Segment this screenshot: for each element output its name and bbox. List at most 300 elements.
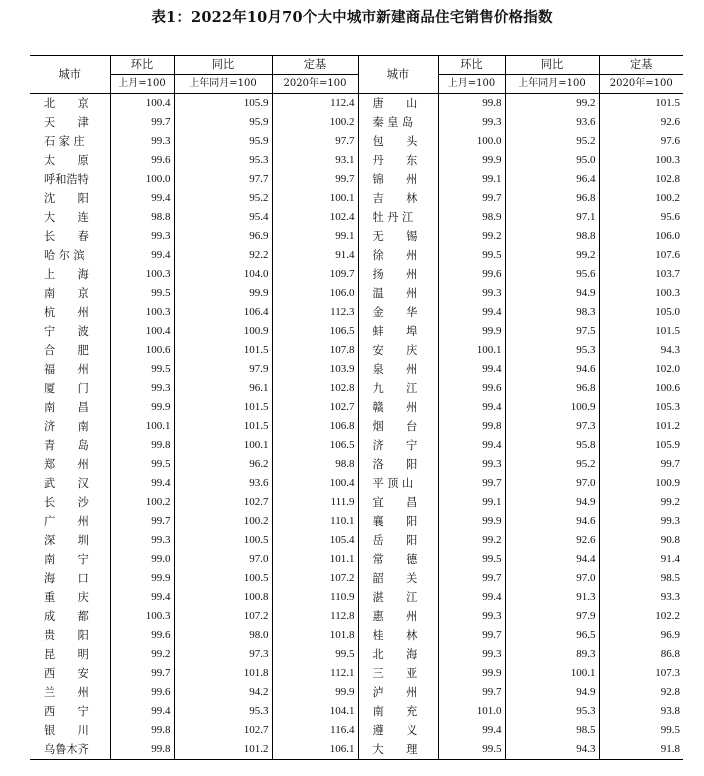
cell-fixed-right: 94.3 xyxy=(599,341,683,360)
cell-mom-left: 99.3 xyxy=(110,379,174,398)
cell-mom-left: 98.8 xyxy=(110,208,174,227)
cell-city-left: 杭 州 xyxy=(44,306,89,319)
header-mom-base: 上月=100 xyxy=(110,75,174,94)
cell-mom-right: 99.5 xyxy=(438,550,505,569)
cell-yoy-right: 95.6 xyxy=(505,265,599,284)
cell-city-left: 厦 门 xyxy=(44,382,89,395)
cell-mom-right: 99.5 xyxy=(438,246,505,265)
cell-fixed-left: 102.8 xyxy=(272,379,358,398)
cell-fixed-right: 93.3 xyxy=(599,588,683,607)
header-yoy: 同比 xyxy=(174,56,272,75)
cell-fixed-right: 100.3 xyxy=(599,284,683,303)
cell-mom-right: 99.7 xyxy=(438,189,505,208)
cell-city-left: 沈 阳 xyxy=(44,192,89,205)
cell-mom-right: 99.8 xyxy=(438,417,505,436)
cell-fixed-right: 100.9 xyxy=(599,474,683,493)
cell-city-right: 大 理 xyxy=(358,740,438,760)
cell-fixed-right: 101.5 xyxy=(599,94,683,114)
cell-mom-right: 99.7 xyxy=(438,683,505,702)
cell-city-left: 太 原 xyxy=(44,154,89,167)
cell-yoy-left: 102.7 xyxy=(174,493,272,512)
cell-fixed-left: 98.8 xyxy=(272,455,358,474)
cell-mom-right: 99.5 xyxy=(438,740,505,760)
cell-yoy-left: 100.5 xyxy=(174,569,272,588)
cell-mom-left: 100.3 xyxy=(110,303,174,322)
cell-fixed-right: 105.0 xyxy=(599,303,683,322)
cell-fixed-right: 101.2 xyxy=(599,417,683,436)
table-row xyxy=(30,284,683,303)
cell-city-right: 湛 江 xyxy=(358,588,438,607)
cell-city-left: 哈 尔 滨 xyxy=(44,249,85,262)
table-title: 表1：2022年10月70个大中城市新建商品住宅销售价格指数 xyxy=(151,9,553,26)
cell-fixed-right: 90.8 xyxy=(599,531,683,550)
cell-fixed-right: 91.8 xyxy=(599,740,683,760)
cell-yoy-right: 94.3 xyxy=(505,740,599,760)
cell-city-right: 平 顶 山 xyxy=(358,474,438,493)
cell-mom-left: 99.7 xyxy=(110,512,174,531)
cell-city-right: 烟 台 xyxy=(358,417,438,436)
cell-city-left: 西 宁 xyxy=(44,705,89,718)
cell-yoy-right: 94.6 xyxy=(505,512,599,531)
cell-mom-left: 99.5 xyxy=(110,455,174,474)
table-row xyxy=(30,94,683,114)
table-row xyxy=(30,474,683,493)
cell-fixed-left: 97.7 xyxy=(272,132,358,151)
cell-fixed-left: 112.1 xyxy=(272,664,358,683)
header-city: 城市 xyxy=(30,56,110,94)
cell-city-left: 济 南 xyxy=(44,420,89,433)
cell-mom-left: 99.3 xyxy=(110,227,174,246)
header-fixed-base-right: 2020年=100 xyxy=(599,75,683,94)
cell-city-left: 呼和浩特 xyxy=(44,173,89,186)
cell-city-right: 襄 阳 xyxy=(358,512,438,531)
cell-city-left: 广 州 xyxy=(44,515,89,528)
cell-city-left: 上 海 xyxy=(44,268,89,281)
cell-mom-left: 99.0 xyxy=(110,550,174,569)
table-row xyxy=(30,436,683,455)
table-row xyxy=(30,170,683,189)
cell-city-left: 重 庆 xyxy=(44,591,89,604)
cell-yoy-left: 104.0 xyxy=(174,265,272,284)
cell-yoy-left: 97.3 xyxy=(174,645,272,664)
cell-city-left: 大 连 xyxy=(44,211,89,224)
cell-fixed-left: 100.1 xyxy=(272,189,358,208)
cell-fixed-right: 103.7 xyxy=(599,265,683,284)
cell-city-right: 温 州 xyxy=(358,284,438,303)
cell-yoy-right: 97.1 xyxy=(505,208,599,227)
cell-city-right: 包 头 xyxy=(358,132,438,151)
cell-mom-left: 99.2 xyxy=(110,645,174,664)
cell-mom-right: 99.2 xyxy=(438,227,505,246)
cell-mom-left: 99.8 xyxy=(110,436,174,455)
cell-mom-left: 100.1 xyxy=(110,417,174,436)
cell-yoy-right: 94.4 xyxy=(505,550,599,569)
cell-yoy-left: 97.0 xyxy=(174,550,272,569)
cell-yoy-left: 95.3 xyxy=(174,702,272,721)
table-row xyxy=(30,113,683,132)
table-row xyxy=(30,664,683,683)
header-fixed-base: 2020年=100 xyxy=(272,75,358,94)
cell-fixed-left: 112.8 xyxy=(272,607,358,626)
header-city-right: 城市 xyxy=(358,56,438,94)
cell-yoy-right: 93.6 xyxy=(505,113,599,132)
cell-yoy-left: 95.2 xyxy=(174,189,272,208)
cell-yoy-right: 94.9 xyxy=(505,683,599,702)
table-row xyxy=(30,531,683,550)
cell-mom-right: 99.9 xyxy=(438,322,505,341)
cell-mom-right: 99.6 xyxy=(438,265,505,284)
cell-mom-left: 99.7 xyxy=(110,664,174,683)
cell-yoy-right: 97.5 xyxy=(505,322,599,341)
cell-yoy-right: 97.0 xyxy=(505,569,599,588)
cell-city-right: 泉 州 xyxy=(358,360,438,379)
cell-yoy-right: 95.0 xyxy=(505,151,599,170)
table-row xyxy=(30,398,683,417)
cell-yoy-left: 96.2 xyxy=(174,455,272,474)
cell-yoy-left: 101.5 xyxy=(174,398,272,417)
cell-yoy-left: 96.1 xyxy=(174,379,272,398)
cell-fixed-left: 112.4 xyxy=(272,94,358,114)
table-row xyxy=(30,455,683,474)
cell-yoy-left: 95.4 xyxy=(174,208,272,227)
cell-city-right: 吉 林 xyxy=(358,189,438,208)
price-index-table xyxy=(30,55,683,760)
cell-fixed-right: 105.9 xyxy=(599,436,683,455)
cell-fixed-left: 100.2 xyxy=(272,113,358,132)
cell-mom-left: 99.4 xyxy=(110,702,174,721)
cell-yoy-right: 95.2 xyxy=(505,132,599,151)
cell-fixed-right: 91.4 xyxy=(599,550,683,569)
cell-mom-left: 99.8 xyxy=(110,740,174,760)
cell-yoy-left: 101.5 xyxy=(174,341,272,360)
cell-mom-right: 99.7 xyxy=(438,569,505,588)
cell-fixed-left: 107.8 xyxy=(272,341,358,360)
cell-mom-right: 100.0 xyxy=(438,132,505,151)
cell-fixed-right: 86.8 xyxy=(599,645,683,664)
cell-mom-left: 99.5 xyxy=(110,360,174,379)
cell-city-left: 海 口 xyxy=(44,572,89,585)
header-yoy-right: 同比 xyxy=(505,56,599,75)
cell-mom-left: 99.3 xyxy=(110,531,174,550)
cell-yoy-right: 97.9 xyxy=(505,607,599,626)
cell-fixed-right: 99.5 xyxy=(599,721,683,740)
cell-fixed-right: 106.0 xyxy=(599,227,683,246)
cell-yoy-right: 92.6 xyxy=(505,531,599,550)
cell-yoy-right: 94.9 xyxy=(505,493,599,512)
cell-city-right: 遵 义 xyxy=(358,721,438,740)
cell-fixed-left: 106.5 xyxy=(272,436,358,455)
cell-yoy-left: 99.9 xyxy=(174,284,272,303)
table-row xyxy=(30,721,683,740)
cell-yoy-left: 100.9 xyxy=(174,322,272,341)
cell-fixed-left: 99.7 xyxy=(272,170,358,189)
cell-mom-right: 98.9 xyxy=(438,208,505,227)
cell-fixed-right: 101.5 xyxy=(599,322,683,341)
cell-city-left: 宁 波 xyxy=(44,325,89,338)
cell-yoy-left: 100.1 xyxy=(174,436,272,455)
cell-yoy-right: 95.2 xyxy=(505,455,599,474)
cell-fixed-left: 100.4 xyxy=(272,474,358,493)
cell-city-left: 西 安 xyxy=(44,667,89,680)
cell-fixed-left: 109.7 xyxy=(272,265,358,284)
cell-city-right: 南 充 xyxy=(358,702,438,721)
cell-city-left: 福 州 xyxy=(44,363,89,376)
cell-yoy-right: 94.6 xyxy=(505,360,599,379)
table-row xyxy=(30,417,683,436)
cell-city-right: 牡 丹 江 xyxy=(358,208,438,227)
cell-city-left: 南 宁 xyxy=(44,553,89,566)
cell-fixed-right: 95.6 xyxy=(599,208,683,227)
cell-yoy-right: 96.5 xyxy=(505,626,599,645)
cell-yoy-left: 93.6 xyxy=(174,474,272,493)
cell-mom-right: 99.8 xyxy=(438,94,505,114)
cell-yoy-left: 100.2 xyxy=(174,512,272,531)
cell-yoy-right: 100.9 xyxy=(505,398,599,417)
cell-mom-left: 99.4 xyxy=(110,246,174,265)
table-row xyxy=(30,189,683,208)
cell-mom-right: 99.3 xyxy=(438,645,505,664)
cell-mom-left: 99.9 xyxy=(110,569,174,588)
cell-mom-right: 99.4 xyxy=(438,360,505,379)
table-row xyxy=(30,246,683,265)
cell-mom-right: 99.7 xyxy=(438,474,505,493)
cell-mom-right: 99.1 xyxy=(438,170,505,189)
cell-yoy-right: 100.1 xyxy=(505,664,599,683)
cell-mom-right: 99.7 xyxy=(438,626,505,645)
cell-mom-left: 99.6 xyxy=(110,626,174,645)
cell-fixed-left: 112.3 xyxy=(272,303,358,322)
cell-city-left: 郑 州 xyxy=(44,458,89,471)
cell-city-right: 泸 州 xyxy=(358,683,438,702)
header-mom-right: 环比 xyxy=(438,56,505,75)
cell-mom-left: 100.3 xyxy=(110,265,174,284)
header-yoy-base-right: 上年同月=100 xyxy=(505,75,599,94)
cell-fixed-right: 100.3 xyxy=(599,151,683,170)
cell-city-left: 贵 阳 xyxy=(44,629,89,642)
cell-mom-right: 99.3 xyxy=(438,607,505,626)
cell-fixed-right: 107.6 xyxy=(599,246,683,265)
table-row xyxy=(30,645,683,664)
cell-city-right: 无 锡 xyxy=(358,227,438,246)
cell-city-left: 乌鲁木齐 xyxy=(30,740,110,760)
cell-mom-right: 100.1 xyxy=(438,341,505,360)
cell-yoy-right: 91.3 xyxy=(505,588,599,607)
table-row xyxy=(30,303,683,322)
cell-city-left: 长 沙 xyxy=(44,496,89,509)
cell-mom-right: 99.4 xyxy=(438,588,505,607)
header-mom: 环比 xyxy=(110,56,174,75)
cell-city-left: 武 汉 xyxy=(44,477,89,490)
cell-city-right: 蚌 埠 xyxy=(358,322,438,341)
cell-mom-right: 99.3 xyxy=(438,113,505,132)
cell-yoy-left: 101.2 xyxy=(174,740,272,760)
cell-city-left: 南 昌 xyxy=(44,401,89,414)
cell-city-right: 常 德 xyxy=(358,550,438,569)
cell-yoy-right: 97.0 xyxy=(505,474,599,493)
cell-yoy-left: 105.9 xyxy=(174,94,272,114)
cell-city-right: 扬 州 xyxy=(358,265,438,284)
table-row xyxy=(30,132,683,151)
cell-mom-left: 99.5 xyxy=(110,284,174,303)
cell-fixed-left: 106.5 xyxy=(272,322,358,341)
table-row xyxy=(30,341,683,360)
cell-yoy-right: 96.4 xyxy=(505,170,599,189)
cell-city-right: 金 华 xyxy=(358,303,438,322)
cell-fixed-right: 99.7 xyxy=(599,455,683,474)
table-row xyxy=(30,360,683,379)
table-row xyxy=(30,512,683,531)
cell-city-left: 长 春 xyxy=(44,230,89,243)
cell-mom-left: 99.8 xyxy=(110,721,174,740)
table-row xyxy=(30,227,683,246)
cell-city-left: 天 津 xyxy=(44,116,89,129)
cell-yoy-right: 98.5 xyxy=(505,721,599,740)
cell-fixed-right: 92.8 xyxy=(599,683,683,702)
cell-fixed-right: 105.3 xyxy=(599,398,683,417)
cell-mom-left: 99.3 xyxy=(110,132,174,151)
cell-fixed-right: 102.0 xyxy=(599,360,683,379)
cell-yoy-left: 106.4 xyxy=(174,303,272,322)
cell-city-right: 三 亚 xyxy=(358,664,438,683)
cell-mom-right: 99.3 xyxy=(438,284,505,303)
cell-mom-left: 99.4 xyxy=(110,474,174,493)
cell-yoy-left: 100.5 xyxy=(174,531,272,550)
cell-city-left: 北 京 xyxy=(44,97,89,110)
cell-fixed-left: 106.1 xyxy=(272,740,358,760)
cell-fixed-left: 105.4 xyxy=(272,531,358,550)
cell-city-left: 银 川 xyxy=(44,724,89,737)
cell-fixed-right: 100.2 xyxy=(599,189,683,208)
cell-mom-right: 99.4 xyxy=(438,303,505,322)
cell-fixed-left: 99.1 xyxy=(272,227,358,246)
cell-city-right: 桂 林 xyxy=(358,626,438,645)
cell-mom-left: 99.6 xyxy=(110,683,174,702)
cell-city-right: 济 宁 xyxy=(358,436,438,455)
cell-fixed-right: 93.8 xyxy=(599,702,683,721)
cell-city-right: 岳 阳 xyxy=(358,531,438,550)
table-row xyxy=(30,683,683,702)
cell-city-left: 深 圳 xyxy=(44,534,89,547)
cell-mom-left: 99.6 xyxy=(110,151,174,170)
cell-fixed-left: 110.1 xyxy=(272,512,358,531)
header-yoy-base: 上年同月=100 xyxy=(174,75,272,94)
cell-city-left: 石 家 庄 xyxy=(44,135,85,148)
cell-fixed-left: 106.8 xyxy=(272,417,358,436)
cell-yoy-left: 97.7 xyxy=(174,170,272,189)
cell-fixed-right: 100.6 xyxy=(599,379,683,398)
cell-fixed-left: 106.0 xyxy=(272,284,358,303)
cell-city-left: 南 京 xyxy=(44,287,89,300)
cell-yoy-left: 96.9 xyxy=(174,227,272,246)
cell-city-right: 秦 皇 岛 xyxy=(358,113,438,132)
cell-city-left: 兰 州 xyxy=(44,686,89,699)
cell-fixed-right: 98.5 xyxy=(599,569,683,588)
cell-yoy-right: 97.3 xyxy=(505,417,599,436)
cell-fixed-left: 101.8 xyxy=(272,626,358,645)
cell-yoy-right: 99.2 xyxy=(505,94,599,114)
cell-yoy-left: 95.9 xyxy=(174,132,272,151)
cell-yoy-left: 92.2 xyxy=(174,246,272,265)
table-row xyxy=(30,379,683,398)
cell-mom-right: 99.1 xyxy=(438,493,505,512)
cell-mom-right: 99.9 xyxy=(438,664,505,683)
cell-mom-right: 99.4 xyxy=(438,398,505,417)
cell-yoy-left: 95.3 xyxy=(174,151,272,170)
cell-yoy-right: 95.8 xyxy=(505,436,599,455)
table-row xyxy=(30,588,683,607)
cell-fixed-right: 92.6 xyxy=(599,113,683,132)
cell-fixed-left: 99.5 xyxy=(272,645,358,664)
cell-fixed-left: 99.9 xyxy=(272,683,358,702)
cell-mom-left: 100.4 xyxy=(110,322,174,341)
table-row xyxy=(30,702,683,721)
cell-mom-left: 99.4 xyxy=(110,189,174,208)
cell-fixed-left: 110.9 xyxy=(272,588,358,607)
cell-mom-right: 101.0 xyxy=(438,702,505,721)
cell-mom-right: 99.6 xyxy=(438,379,505,398)
cell-fixed-left: 91.4 xyxy=(272,246,358,265)
cell-mom-left: 99.4 xyxy=(110,588,174,607)
cell-fixed-right: 96.9 xyxy=(599,626,683,645)
cell-city-right: 宜 昌 xyxy=(358,493,438,512)
cell-city-right: 赣 州 xyxy=(358,398,438,417)
cell-yoy-left: 102.7 xyxy=(174,721,272,740)
cell-mom-right: 99.9 xyxy=(438,151,505,170)
table-row xyxy=(30,208,683,227)
cell-fixed-right: 97.6 xyxy=(599,132,683,151)
table-body xyxy=(30,94,683,760)
cell-fixed-right: 102.2 xyxy=(599,607,683,626)
cell-yoy-left: 107.2 xyxy=(174,607,272,626)
cell-yoy-right: 96.8 xyxy=(505,189,599,208)
cell-yoy-left: 95.9 xyxy=(174,113,272,132)
cell-fixed-left: 111.9 xyxy=(272,493,358,512)
cell-city-right: 锦 州 xyxy=(358,170,438,189)
cell-fixed-right: 99.3 xyxy=(599,512,683,531)
cell-mom-right: 99.3 xyxy=(438,455,505,474)
cell-city-left: 合 肥 xyxy=(44,344,89,357)
cell-mom-right: 99.4 xyxy=(438,436,505,455)
cell-city-right: 洛 阳 xyxy=(358,455,438,474)
cell-fixed-left: 103.9 xyxy=(272,360,358,379)
cell-mom-left: 99.9 xyxy=(110,398,174,417)
cell-yoy-right: 98.3 xyxy=(505,303,599,322)
cell-fixed-left: 101.1 xyxy=(272,550,358,569)
cell-city-left: 成 都 xyxy=(44,610,89,623)
table-row xyxy=(30,265,683,284)
cell-yoy-left: 97.9 xyxy=(174,360,272,379)
cell-yoy-right: 96.8 xyxy=(505,379,599,398)
cell-fixed-left: 102.7 xyxy=(272,398,358,417)
table-row xyxy=(30,740,683,760)
cell-mom-left: 100.6 xyxy=(110,341,174,360)
cell-yoy-left: 101.8 xyxy=(174,664,272,683)
cell-yoy-left: 100.8 xyxy=(174,588,272,607)
table-row xyxy=(30,607,683,626)
cell-fixed-left: 93.1 xyxy=(272,151,358,170)
cell-fixed-right: 102.8 xyxy=(599,170,683,189)
cell-yoy-left: 98.0 xyxy=(174,626,272,645)
cell-fixed-left: 104.1 xyxy=(272,702,358,721)
cell-mom-right: 99.2 xyxy=(438,531,505,550)
cell-city-left: 昆 明 xyxy=(44,648,89,661)
table-row xyxy=(30,550,683,569)
cell-city-left: 青 岛 xyxy=(44,439,89,452)
header-mom-base-right: 上月=100 xyxy=(438,75,505,94)
cell-mom-left: 100.4 xyxy=(110,94,174,114)
cell-city-right: 北 海 xyxy=(358,645,438,664)
cell-fixed-left: 107.2 xyxy=(272,569,358,588)
